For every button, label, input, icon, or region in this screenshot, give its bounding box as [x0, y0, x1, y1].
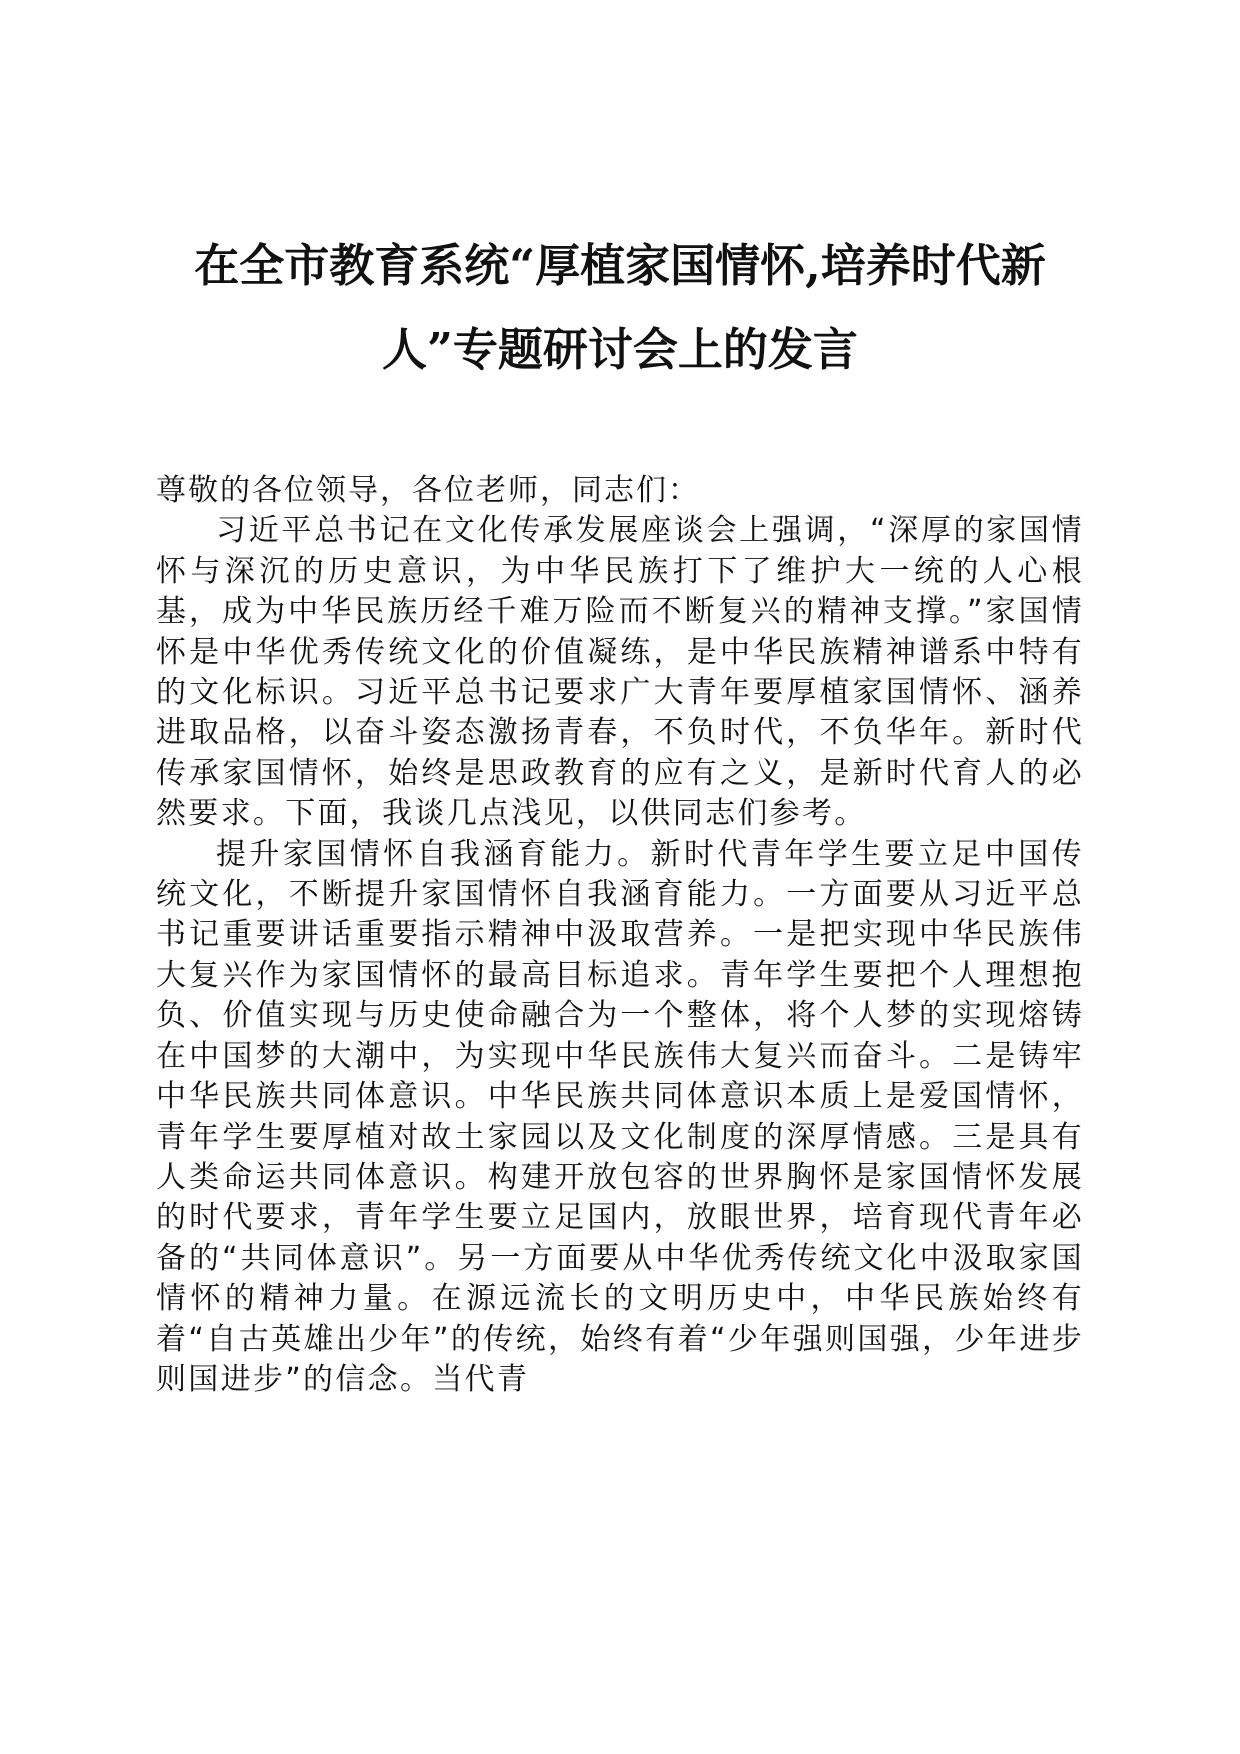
- title-line-2: 人”专题研讨会上的发言: [382, 323, 858, 376]
- salutation: 尊敬的各位领导，各位老师，同志们：: [156, 473, 700, 508]
- document-body: [156, 471, 1084, 1400]
- paragraph-section-1: 提升家国情怀自我涵育能力。新时代青年学生要立足中国传统文化，不断提升家国情怀自我涵育能力。一方面要从习近平总书记重要讲话重要指示精神中汲取营养。一是把实现中华民族伟大复兴作为家国情怀的最高目标追求。青年学生要把个人理想抱负、价值实现与历史使命融合为一个整体，将个人梦的实现熔铸在中国梦的大潮中，为实现中华民族伟大复兴而奋斗。二是铸牢中华民族共同体意识。中华民族共同体意识本质上是爱国情怀，青年学生要厚植对故土家园以及文化制度的深厚情感。三是具有人类命运共同体意识。构建开放包容的世界胸怀是家国情怀发展的时代要求，青年学生要立足国内，放眼世界，培育现代青年必备的“共同体意识”。另一方面要从中华优秀传统文化中汲取家国情怀的精神力量。在源远流长的文明历史中，中华民族始终有着“自古英雄出少年”的传统，始终有着“少年强则国强，少年进步则国进步”的信念。当代青: [156, 836, 1084, 1397]
- document-title: [150, 224, 1090, 392]
- paragraph-intro: 习近平总书记在文化传承发展座谈会上强调，“深厚的家国情怀与深沉的历史意识，为中华民族打下了维护大一统的人心根基，成为中华民族历经千难万险而不断复兴的精神支撑。”家国情怀是中华优秀传统文化的价值凝练，是中华民族精神谱系中特有的文化标识。习近平总书记要求广大青年要厚植家国情怀、涵养进取品格，以奋斗姿态激扬青春，不负时代，不负华年。新时代传承家国情怀，始终是思政教育的应有之义，是新时代育人的必然要求。下面，我谈几点浅见，以供同志们参考。: [156, 513, 1084, 832]
- title-line-1: 在全市教育系统“厚植家国情怀,培养时代新: [194, 239, 1046, 292]
